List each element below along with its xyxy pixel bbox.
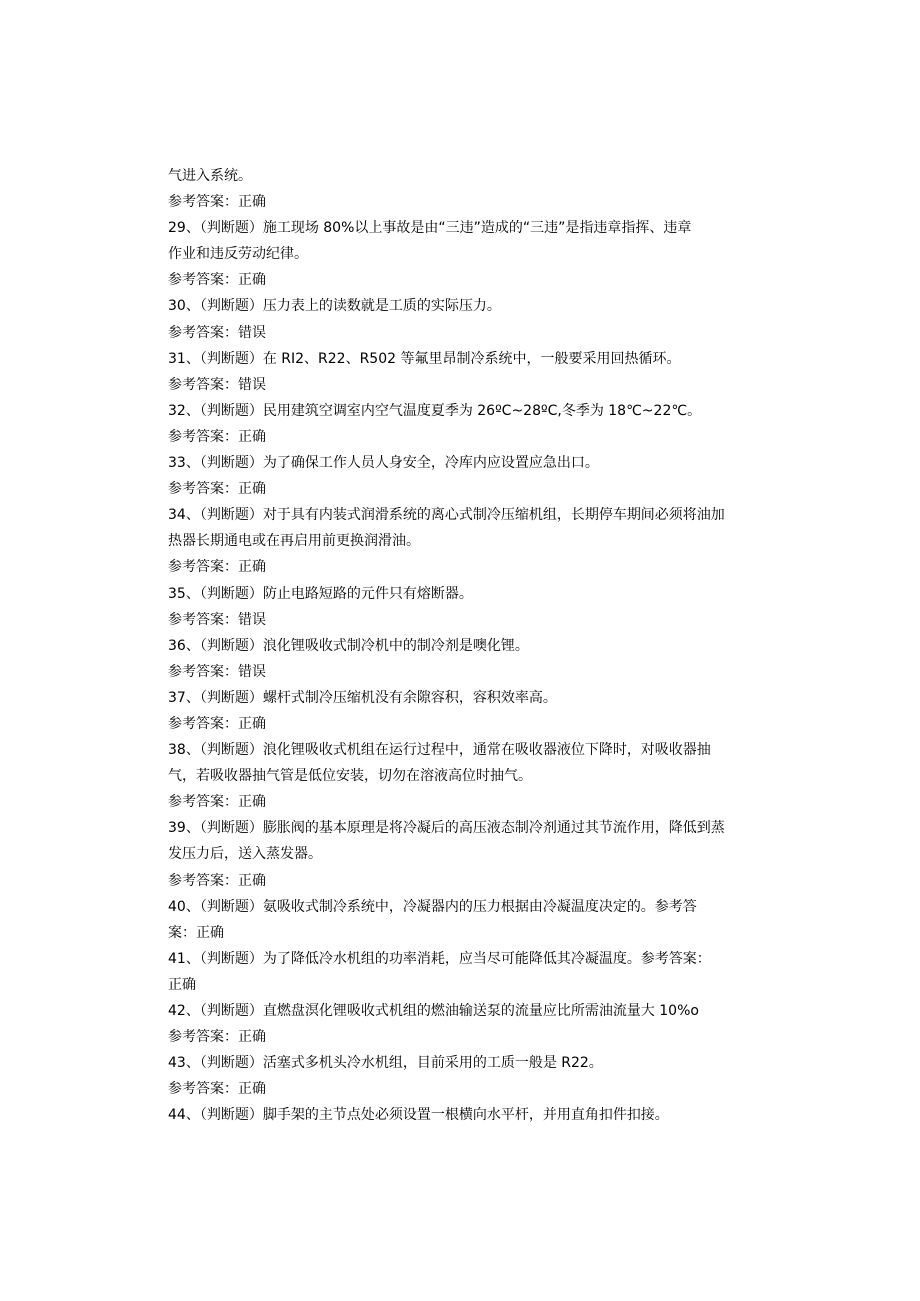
answer-37: 参考答案：正确 bbox=[168, 715, 266, 732]
question-34: 34、（判断题）对于具有内装式润滑系统的离心式制冷压缩机组，长期停车期间必须将油加 bbox=[168, 507, 725, 524]
question-36: 36、（判断题）浪化锂吸收式制冷机中的制冷剂是噢化锂。 bbox=[168, 637, 529, 654]
answer-35: 参考答案：错误 bbox=[168, 611, 266, 628]
question-39-continued: 发压力后，送入蒸发器。 bbox=[168, 846, 322, 863]
answer-34: 参考答案：正确 bbox=[168, 559, 266, 576]
question-40-continued: 案：正确 bbox=[168, 924, 224, 941]
question-30: 30、（判断题）压力表上的读数就是工质的实际压力。 bbox=[168, 298, 501, 315]
answer-32: 参考答案：正确 bbox=[168, 428, 266, 445]
answer-39: 参考答案：正确 bbox=[168, 872, 266, 889]
question-29: 29、（判断题）施工现场 80%以上事故是由“三违”造成的“三违”是指违章指挥、违章 bbox=[168, 220, 692, 237]
question-31: 31、（判断题）在 RI2、R22、R502 等氟里昂制冷系统中，一般要采用回热循环。 bbox=[168, 350, 681, 367]
answer-29: 参考答案：正确 bbox=[168, 272, 266, 289]
question-43: 43、（判断题）活塞式多机头冷水机组，目前采用的工质一般是 R22。 bbox=[168, 1055, 603, 1072]
question-41: 41、（判断题）为了降低冷水机组的功率消耗，应当尽可能降低其冷凝温度。参考答案： bbox=[168, 950, 711, 967]
question-33: 33、（判断题）为了确保工作人员人身安全，冷库内应设置应急出口。 bbox=[168, 455, 599, 472]
question-39: 39、（判断题）膨胀阀的基本原理是将冷凝后的高压液态制冷剂通过其节流作用，降低到蒸 bbox=[168, 820, 725, 837]
answer-line: 参考答案：正确 bbox=[168, 194, 266, 211]
question-37: 37、（判断题）螺杆式制冷压缩机没有余隙容积，容积效率高。 bbox=[168, 689, 557, 706]
answer-43: 参考答案：正确 bbox=[168, 1081, 266, 1098]
question-32: 32、（判断题）民用建筑空调室内空气温度夏季为 26ºC~28ºC,冬季为 18℃~22℃。 bbox=[168, 402, 702, 419]
answer-30: 参考答案：错误 bbox=[168, 324, 266, 341]
answer-42: 参考答案：正确 bbox=[168, 1029, 266, 1046]
text-line: 气进入系统。 bbox=[168, 168, 252, 184]
question-41-continued: 正确 bbox=[168, 976, 196, 993]
question-34-continued: 热器长期通电或在再启用前更换润滑油。 bbox=[168, 533, 420, 550]
answer-33: 参考答案：正确 bbox=[168, 481, 266, 498]
answer-36: 参考答案：错误 bbox=[168, 663, 266, 680]
question-40: 40、（判断题）氨吸收式制冷系统中，冷凝器内的压力根据由冷凝温度决定的。参考答 bbox=[168, 898, 697, 915]
question-38: 38、（判断题）浪化锂吸收式机组在运行过程中，通常在吸收器液位下降时，对吸收器抽 bbox=[168, 742, 711, 759]
question-44: 44、（判断题）脚手架的主节点处必须设置一根横向水平杆，并用直角扣件扣接。 bbox=[168, 1107, 669, 1124]
answer-38: 参考答案：正确 bbox=[168, 794, 266, 811]
document-page bbox=[168, 163, 758, 1128]
question-29-continued: 作业和违反劳动纪律。 bbox=[168, 246, 308, 263]
question-38-continued: 气，若吸收器抽气管是低位安装，切勿在溶液高位时抽气。 bbox=[168, 768, 532, 785]
answer-31: 参考答案：错误 bbox=[168, 376, 266, 393]
question-35: 35、（判断题）防止电路短路的元件只有熔断器。 bbox=[168, 585, 473, 602]
question-42: 42、（判断题）直燃盘溟化锂吸收式机组的燃油输送泵的流量应比所需油流量大 10%o bbox=[168, 1003, 699, 1019]
